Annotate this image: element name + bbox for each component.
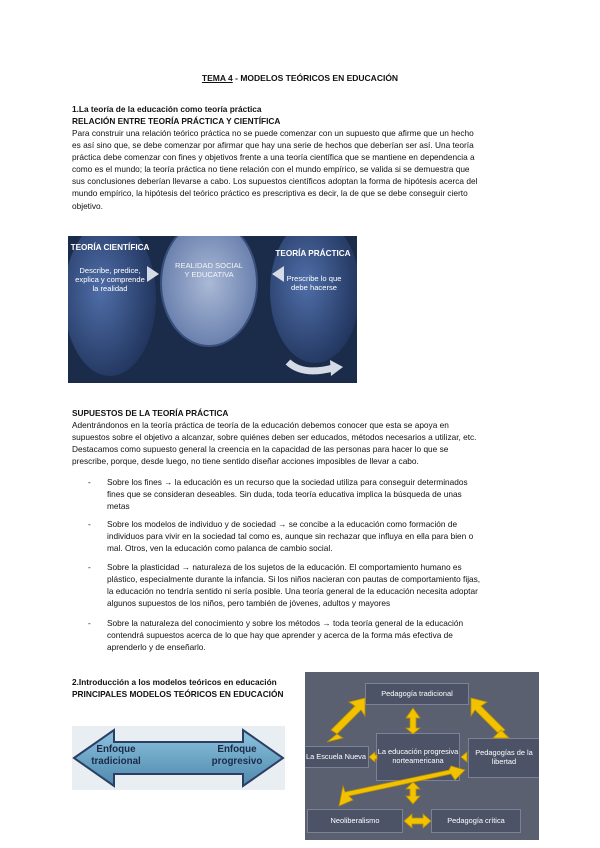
paragraph-line: Destacamos como supuesto general la creencia en la capacidad de las personas para hacer lo que se [72, 444, 449, 455]
box-neoliberalism: Neoliberalismo [307, 809, 403, 833]
bullet-line: algunos supuestos de los niños, pero también de jóvenes, adultos y mayores [107, 598, 391, 609]
paragraph-line: Adentrándonos en la teoría práctica de teoría de la educación debemos conocer que esta se apoya en [72, 420, 449, 430]
section3-subheading: PRINCIPALES MODELOS TEÓRICOS EN EDUCACIÓN [72, 689, 284, 699]
box-freedom-pedagogies: Pedagogías de la libertad [468, 738, 539, 778]
section2-heading: SUPUESTOS DE LA TEORÍA PRÁCTICA [72, 408, 229, 418]
page-title [0, 72, 600, 84]
title-rest: - MODELOS TEÓRICOS EN EDUCACIÓN [232, 73, 399, 83]
bullet-line: Sobre los modelos de individuo y de sociedad → se concibe a la educación como formación de [107, 519, 458, 529]
bullet-item [88, 561, 524, 610]
bullet-dash: - [88, 477, 91, 487]
theory-cycle-diagram [68, 236, 357, 383]
bullet-line: metas [107, 501, 130, 512]
paragraph-line: como es el mundo; la teoría práctica no tiene relación con el mundo empírico, se valida si se demuestra que [72, 164, 470, 175]
paragraph-line: mundo empírico, la hipótesis del teórico práctico es prescriptiva es decir, la de que se debe conseguir cierto [72, 188, 468, 199]
bullet-item [88, 476, 524, 513]
bullet-item [88, 617, 524, 654]
bullet-line: plástico, especialmente durante la infancia. Si los niños nacieran con pautas de comportamiento fijas, [107, 574, 481, 585]
scientific-theory-title: TEORÍA CIENTÍFICA [70, 243, 150, 252]
bullet-line: aprenderlo y de enseñarlo. [107, 642, 206, 653]
approach-arrow-diagram [72, 726, 285, 790]
box-progressive-education: La educación progresiva norteamericana [376, 733, 460, 781]
practical-theory-title: TEORÍA PRÁCTICA [275, 249, 351, 258]
bullet-line: mal. Otros, ven la educación como palanca de cambio social. [107, 543, 333, 554]
social-reality-text: REALIDAD SOCIAL Y EDUCATIVA [175, 261, 243, 279]
bullet-line: Sobre la naturaleza del conocimiento y sobre los métodos → toda teoría general de la educación [107, 618, 464, 628]
progressive-approach-label: Enfoque progresivo [211, 744, 263, 767]
section3-heading: 2.Introducción a los modelos teóricos en educación [72, 677, 277, 687]
section1-heading: 1.La teoría de la educación como teoría práctica [72, 104, 262, 114]
cycle-arrows [68, 236, 357, 383]
bullet-line: fines que se consideran deseables. Sin duda, toda teoría educativa implica la búsqueda de unas [107, 489, 462, 500]
paragraph-line: es así sino que, se debe comenzar por afirmar que hay una serie de hechos que deberían ser así. Una teoría [72, 140, 474, 151]
bullet-line: Sobre la plasticidad → naturaleza de los sujetos de la educación. El comportamiento humano es [107, 562, 462, 572]
bullet-line: Sobre los fines → la educación es un recurso que la sociedad utiliza para conseguir determinados [107, 477, 468, 487]
section1-subheading: RELACIÓN ENTRE TEORÍA PRÁCTICA Y CIENTÍFICA [72, 116, 281, 126]
paragraph-line: práctica debe comenzar con fines y objetivos frente a una teoría científica que se mantiene en dependencia a [72, 152, 475, 163]
paragraph-line: supuestos sobre el objetivo a alcanzar, sobre quiénes deben ser educados, métodos necesarios a utilizar, etc. [72, 432, 477, 443]
bullet-line: contendrá supuestos acerca de lo que hay que aprender y acerca de la forma más efectiva de [107, 630, 453, 641]
paragraph-line: prescribe, porque, desde luego, no tiene sentido diseñar acciones imposibles de llevar a cabo. [72, 456, 419, 467]
tema-label: TEMA 4 [201, 73, 233, 83]
bullet-item [88, 518, 524, 555]
bullet-dash: - [88, 519, 91, 529]
scientific-theory-text: Describe, predice, explica y comprende la realidad [75, 266, 145, 293]
bullet-dash: - [88, 562, 91, 572]
box-new-school: La Escuela Nueva [305, 746, 369, 768]
paragraph-line: Para construir una relación teórico práctica no se puede comenzar con un supuesto que afirme que un hecho [72, 128, 474, 138]
box-critical-pedagogy: Pedagogía crítica [431, 809, 521, 833]
bullet-line: la educación no tendría sentido ni sería posible. Una teoría general de la educación necesita adoptar [107, 586, 478, 597]
box-traditional-pedagogy: Pedagogía tradicional [365, 683, 469, 705]
paragraph-line: objetivo. [72, 200, 103, 211]
bullet-dash: - [88, 618, 91, 628]
bullet-line: individuos para vivir en la sociedad tal como es, aunque sin rechazar que influya en ella para bien o [107, 531, 474, 542]
paragraph-line: sus conclusiones deberían llevarse a cabo. Los supuestos científicos adoptan la forma de hipótesis acerca del [72, 176, 478, 187]
practical-theory-text: Prescribe lo que debe hacerse [286, 274, 342, 292]
section1-paragraph [72, 127, 524, 212]
models-diagram [305, 672, 539, 840]
traditional-approach-label: Enfoque tradicional [91, 744, 141, 767]
section2-paragraph [72, 419, 524, 467]
